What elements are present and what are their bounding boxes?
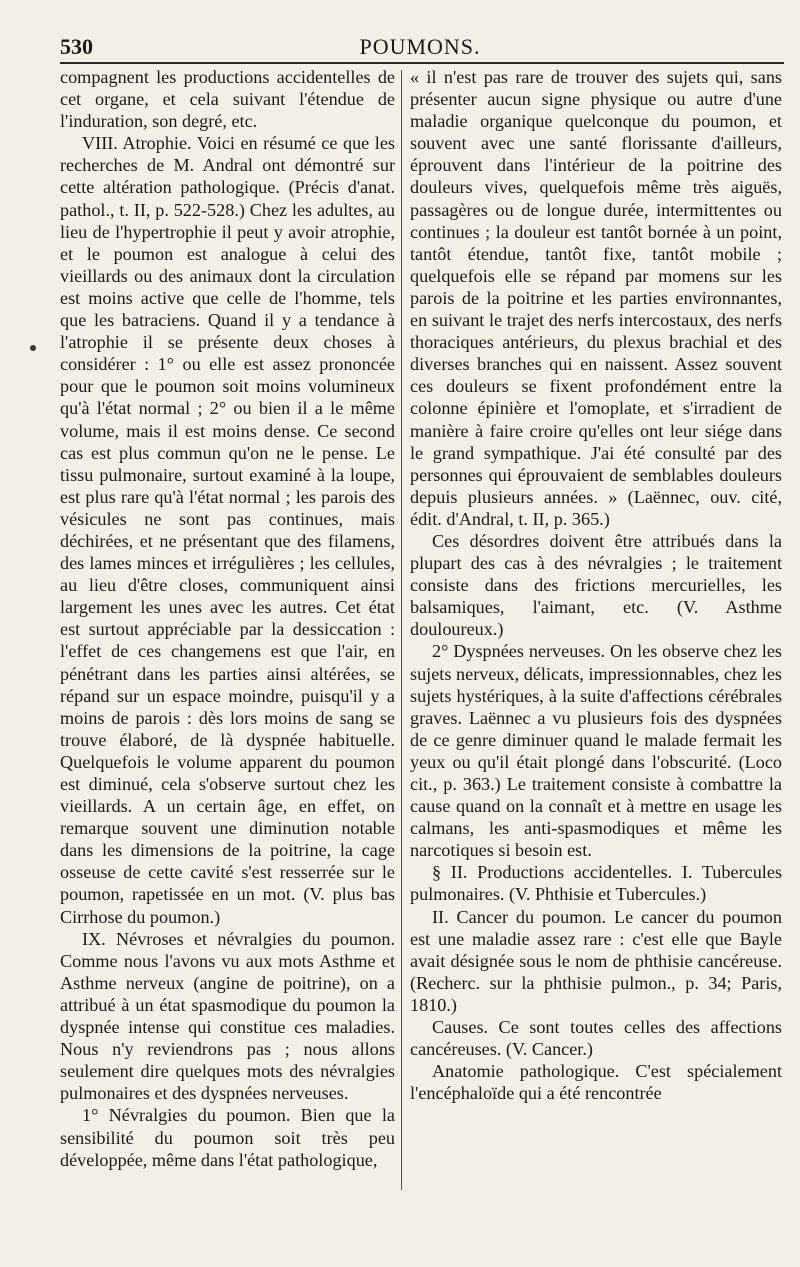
margin-mark [30, 345, 36, 351]
paragraph-productions: § II. Productions accidentelles. I. Tubercules pulmonaires. (V. Phthisie et Tubercules.) [410, 862, 782, 905]
paragraph-nevroses: IX. Névroses et névralgies du poumon. Comme nous l'avons vu aux mots Asthme et Asthme nerveux (angine de poitrine), on a attribué à un état spasmodique du poumon la dyspnée intense qui constitue ces maladies. Nous n'y reviendrons pas ; nous allons seulement dire quelques mots des névralgies pulmonaires et des dyspnées nerveuses. [60, 928, 395, 1104]
header-rule [60, 62, 784, 64]
paragraph-cancer: II. Cancer du poumon. Le cancer du poumon est une maladie assez rare : c'est elle que Bayle avait désignée sous le nom de phthisie cancéreuse. (Recherc. sur la phthisie pulmon., p. 34; Paris, 1810.) [410, 906, 782, 1015]
paragraph-causes: Causes. Ce sont toutes celles des affections cancéreuses. (V. Cancer.) [410, 1017, 782, 1060]
paragraph-atrophie: VIII. Atrophie. Voici en résumé ce que les recherches de M. Andral ont démontré sur cette altération pathologique. (Précis d'anat. pathol., t. II, p. 522-528.) Chez les adultes, au lieu de l'hypertrophie il peut y avoir atrophie, et le poumon est analogue à celui des vieillards ou des animaux dont la circulation est moins active que celle de l'homme, tels que les batraciens. Quand il y a tendance à l'atrophie il se présente deux choses à considérer : 1° ou elle est assez prononcée pour que le poumon soit moins volumineux qu'à l'état normal ; 2° ou bien il a le même volume, mais il est moins dense. Ce second cas est plus commun qu'on ne le pense. Le tissu pulmonaire, surtout examiné à la loupe, est plus rare qu'à l'état normal ; les parois des vésicules ne sont pas continues, mais déchirées, et ne présentant que des filamens, des lames minces et irrégulières ; les cellules, au lieu d'être closes, communiquent ainsi largement les unes avec les autres. Cet état est surtout appréciable par la dessiccation : l'effet de ces changemens est que l'air, en pénétrant dans les parties ainsi altérées, se répand sur un espace moindre, puisqu'il y a moins de parois : dès lors moins de sang se trouve élaboré, de là dyspnée habituelle. Quelquefois le volume apparent du poumon est diminué, cela s'observe surtout chez les vieillards. A un certain âge, en effet, on remarque souvent une diminution notable dans les dimensions de la poitrine, la cage osseuse de cette cavité s'est resserrée sur le poumon, rapetissée en un mot. (V. plus bas Cirrhose du poumon.) [60, 133, 395, 927]
page-number: 530 [60, 34, 93, 59]
right-column [410, 66, 782, 1104]
paragraph-quote: « il n'est pas rare de trouver des sujets qui, sans présenter aucun signe physique ou autre d'une maladie organique quelconque du poumon, et souvent avec une santé florissante d'ailleurs, éprouvent dans l'intérieur de la poitrine des douleurs vives, quelquefois même très aiguës, passagères ou de longue durée, intermittentes ou continues ; la douleur est tantôt bornée à un point, tantôt étendue, tantôt fixe, tantôt mobile ; quelquefois elle se répand par momens sur les parois de la poitrine et les parties environnantes, en suivant le trajet des nerfs intercostaux, des nerfs thoraciques antérieurs, du plexus brachial et des diverses branches qui en naissent. Assez souvent ces douleurs se fixent profondément entre la colonne épinière et l'omoplate, et s'irradient de manière à faire croire qu'elles ont leur siége dans le grand sympathique. J'ai été consulté par des personnes qui éprouvaient de semblables douleurs depuis plusieurs années. » (Laënnec, ouv. cité, édit. d'Andral, t. II, p. 365.) [410, 67, 782, 529]
paragraph-anatomie: Anatomie pathologique. C'est spécialement l'encéphaloïde qui a été rencontrée [410, 1061, 782, 1104]
paragraph-desordres: Ces désordres doivent être attribués dans la plupart des cas à des névralgies ; le traitement consiste dans des frictions mercurielles, les balsamiques, l'aimant, etc. (V. Asthme douloureux.) [410, 530, 782, 640]
left-column [60, 66, 395, 1171]
running-head: POUMONS. [359, 34, 481, 59]
column-divider [401, 70, 402, 1190]
page-header [60, 34, 780, 64]
paragraph-nevralgies: 1° Névralgies du poumon. Bien que la sensibilité du poumon soit très peu développée, même dans l'état pathologique, [60, 1105, 395, 1170]
paragraph: compagnent les productions accidentelles de cet organe, et cela suivant l'étendue de l'induration, son degré, etc. [60, 67, 395, 132]
paragraph-dyspnees: 2° Dyspnées nerveuses. On les observe chez les sujets nerveux, délicats, impressionnables, chez les sujets hystériques, à la suite d'affections cérébrales graves. Laënnec a vu plusieurs fois des dyspnées de ce genre diminuer quand le malade fermait les yeux ou qu'il était plongé dans l'obscurité. (Loco cit., p. 363.) Le traitement consiste à combattre la cause quand on la connaît et à mettre en usage les calmans, les anti-spasmodiques et même les narcotiques si besoin est. [410, 641, 782, 861]
